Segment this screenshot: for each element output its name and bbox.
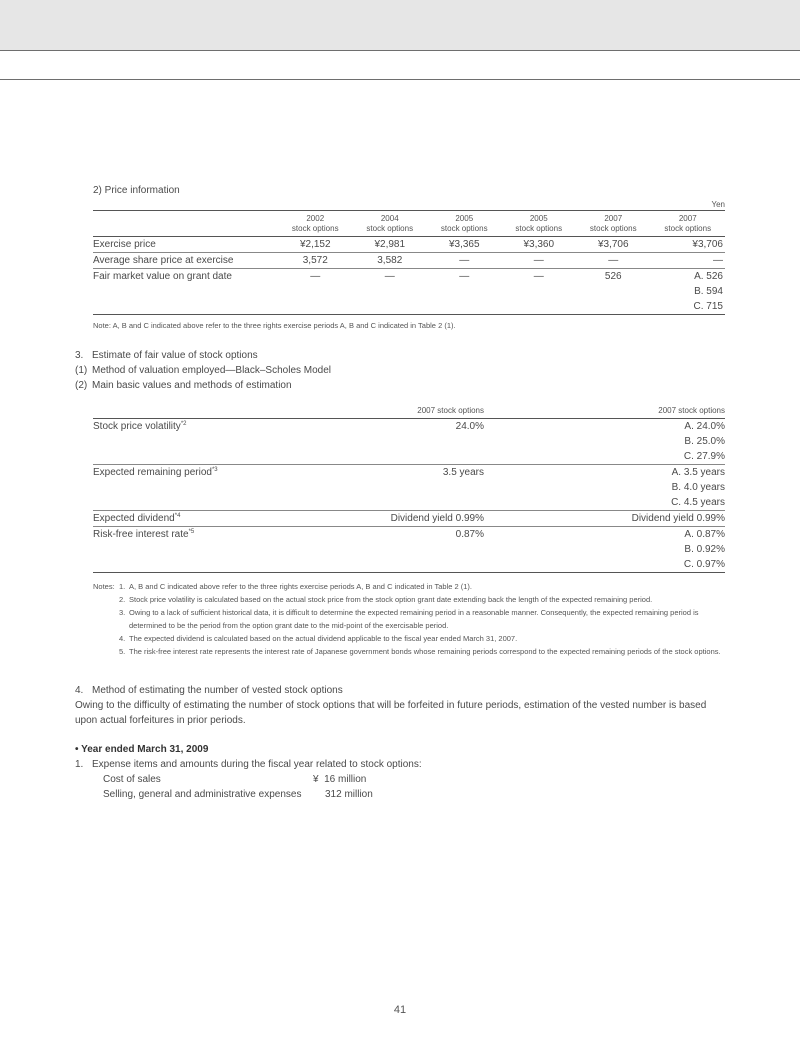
table-cell: B. 4.0 years <box>671 482 725 493</box>
price-info-unit: Yen <box>711 200 725 209</box>
price-info-section <box>93 185 725 330</box>
table-row <box>93 449 725 465</box>
header-band <box>0 0 800 51</box>
table-cell: 0.87% <box>455 529 484 540</box>
column-header: 2005 stock options <box>427 211 502 237</box>
price-info-title: 2) Price information <box>93 185 180 196</box>
section4-title: 4. Method of estimating the number of vested stock options <box>75 685 343 696</box>
section3-list <box>75 348 725 393</box>
table-cell: ¥3,706 <box>651 237 726 253</box>
column-header: 2002 stock options <box>278 211 353 237</box>
table-row <box>93 465 725 481</box>
expense-row <box>75 787 725 802</box>
header-rule <box>0 79 800 80</box>
table-cell: A. 3.5 years <box>671 467 725 478</box>
table-row <box>93 419 725 435</box>
table-cell: ¥3,365 <box>427 237 502 253</box>
table-cell: B. 25.0% <box>684 436 725 447</box>
table-cell: C. 0.97% <box>484 557 725 573</box>
table-cell: 526 <box>604 271 622 282</box>
table-cell: 24.0% <box>455 421 484 432</box>
row-label: Fair market value on grant date <box>93 271 232 282</box>
column-header: 2004 stock options <box>353 211 428 237</box>
table-cell: — <box>533 271 544 282</box>
table-cell: 3.5 years <box>442 467 484 478</box>
table-row <box>93 434 725 449</box>
section4-body-wrap <box>75 698 725 728</box>
table-row <box>93 269 725 285</box>
expense-value: 312 million <box>325 789 373 800</box>
table-row <box>93 480 725 495</box>
table-row <box>93 557 725 573</box>
table-cell: ¥2,152 <box>278 237 353 253</box>
table-cell: A. 526 <box>694 271 723 282</box>
table-cell: A. 24.0% <box>684 421 725 432</box>
table-cell: — <box>427 253 502 269</box>
valuation-header-row <box>93 406 725 419</box>
year-2009-section <box>75 742 725 802</box>
list-item: 5. The risk-free interest rate represents the interest rate of Japanese government bonds whose remaining periods correspond to the expected remaining periods of the stock options. <box>119 647 721 656</box>
table-cell: ¥2,981 <box>353 237 428 253</box>
row-label: Average share price at exercise <box>93 253 278 269</box>
section4-body: Owing to the difficulty of estimating the number of stock options that will be forfeited in future periods, estimation of the vested number is based upon actual forfeitures in prior periods. <box>75 700 707 726</box>
table-cell: A. 0.87% <box>684 529 725 540</box>
row-label: Risk-free interest rate$^{*5}$ <box>93 529 195 540</box>
expense-row <box>75 772 725 787</box>
column-header: 2007 stock options <box>293 406 484 419</box>
price-info-table <box>93 210 725 315</box>
column-header: 2007 stock options <box>484 406 725 419</box>
expense-label: Selling, general and administrative expenses <box>103 789 302 800</box>
table-cell: 3,582 <box>353 253 428 269</box>
list-item: 4. The expected dividend is calculated based on the actual dividend applicable to the fiscal year ended March 31, 2007. <box>119 634 518 643</box>
valuation-table <box>93 406 725 573</box>
valuation-notes <box>93 580 725 658</box>
table-row <box>93 511 725 527</box>
table-row <box>93 237 725 253</box>
list-item: 2. Stock price volatility is calculated based on the actual stock price from the stock option grant date extending back the length of the expected remaining period. <box>119 595 653 604</box>
table-cell: B. 0.92% <box>684 544 725 555</box>
table-cell: — <box>502 253 577 269</box>
table-cell: ¥3,360 <box>502 237 577 253</box>
page-number: 41 <box>393 1004 407 1016</box>
table-cell: 3,572 <box>278 253 353 269</box>
table-cell: B. 594 <box>694 286 723 297</box>
list-item: 3. Owing to a lack of sufficient historical data, it is difficult to determine the expected remaining period in a reasonable manner. Consequently, the expected remaining period is determined to be the period from the option grant date to the mid-point of the exercisable period. <box>119 608 699 630</box>
table-cell: ¥3,706 <box>576 237 651 253</box>
table-cell: — <box>651 253 726 269</box>
valuation-section <box>93 406 725 658</box>
table-cell: Dividend yield 0.99% <box>293 511 484 527</box>
table-cell: — <box>459 271 470 282</box>
column-header: 2005 stock options <box>502 211 577 237</box>
table-cell: C. 27.9% <box>484 449 725 465</box>
price-info-note: Note: A, B and C indicated above refer to the three rights exercise periods A, B and C indicated in Table 2 (1). <box>93 321 456 330</box>
row-label: Exercise price <box>93 237 278 253</box>
list-item: 3. Estimate of fair value of stock options <box>75 350 258 361</box>
row-label: Expected remaining period$^{*3}$ <box>93 467 218 478</box>
expense-value: ¥ 16 million <box>313 774 367 785</box>
section4 <box>75 683 725 698</box>
table-row <box>93 495 725 511</box>
list-item: Notes: 1. A, B and C indicated above refer to the three rights exercise periods A, B and C indicated in Table 2 (1). <box>93 582 472 591</box>
table-cell: — <box>384 271 395 282</box>
column-header: 2007 stock options <box>651 211 726 237</box>
table-row <box>93 299 725 315</box>
year-2009-heading: • Year ended March 31, 2009 <box>75 744 209 755</box>
row-label: Stock price volatility$^{*2}$ <box>93 421 187 432</box>
table-cell: — <box>576 253 651 269</box>
row-label: Expected dividend$^{*4}$ <box>93 511 293 527</box>
table-cell: C. 715 <box>651 299 726 315</box>
expense-label: Cost of sales <box>103 774 161 785</box>
table-row <box>93 542 725 557</box>
header-empty <box>93 211 278 237</box>
table-row <box>93 527 725 543</box>
price-info-header-row <box>93 211 725 237</box>
list-item: (2) Main basic values and methods of estimation <box>75 380 292 391</box>
list-item: (1) Method of valuation employed—Black–Scholes Model <box>75 365 332 376</box>
table-row <box>93 253 725 269</box>
column-header: 2007 stock options <box>576 211 651 237</box>
list-item: 1. Expense items and amounts during the fiscal year related to stock options: <box>75 759 422 770</box>
table-cell: Dividend yield 0.99% <box>484 511 725 527</box>
table-row <box>93 284 725 299</box>
table-cell: — <box>310 271 321 282</box>
table-cell: C. 4.5 years <box>484 495 725 511</box>
